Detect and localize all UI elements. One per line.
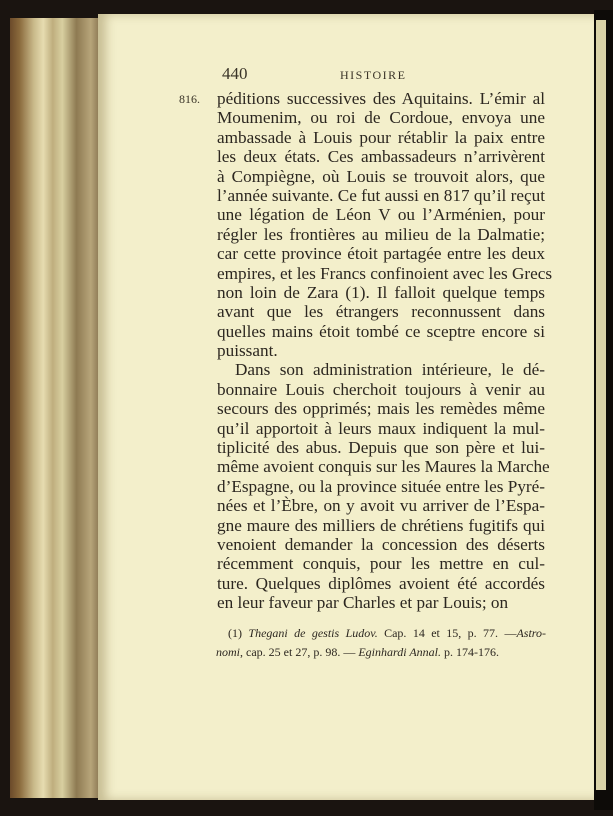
- citation-title: Thegani de gestis Ludov.: [248, 626, 378, 640]
- text-line: les deux états. Ces ambassadeurs n’arrivèrent: [217, 147, 545, 167]
- margin-year: 816.: [179, 92, 200, 106]
- text-line: gne maure des milliers de chrétiens fugitifs qui: [217, 515, 545, 535]
- text-line: péditions successives des Aquitains. L’émir al: [217, 89, 545, 108]
- book-page-edges: [10, 18, 105, 798]
- text-line: Moumenim, ou roi de Cordoue, envoya une: [217, 108, 545, 128]
- text-line: même avoient conquis sur les Maures la Marche: [217, 457, 550, 477]
- text-line: régler les frontières au milieu de la Dalmatie;: [217, 224, 545, 244]
- text-line: secours des opprimés; mais les remèdes même: [217, 399, 545, 419]
- text-line: avant que les étrangers reconnussent dans: [217, 302, 545, 322]
- footnote: [216, 624, 546, 662]
- text-line: d’Espagne, ou la province située entre les Pyré-: [217, 476, 545, 496]
- text-line: une légation de Léon V ou l’Arménien, pour: [217, 205, 545, 225]
- facing-page-edge: [596, 20, 606, 790]
- text-line: venoient demander la concession des déserts: [217, 534, 545, 554]
- running-head: HISTOIRE: [340, 68, 407, 82]
- page-number: 440: [222, 64, 248, 83]
- citation-text: p. 174-176.: [440, 645, 499, 659]
- citation-title: Eginhardi Annal.: [358, 645, 441, 659]
- citation-title: Astro-: [516, 626, 547, 640]
- text-line: qu’il apportoit à leurs maux indiquent la mul-: [217, 418, 545, 438]
- citation-title: nomi: [216, 645, 240, 659]
- citation-text: Cap. 14 et 15, p. 77. —: [377, 626, 517, 640]
- text-line: en leur faveur par Charles et par Louis; on: [217, 593, 509, 613]
- footnote-marker: (1): [228, 626, 242, 640]
- text-line: bonnaire Louis cherchoit toujours à venir au: [217, 379, 545, 399]
- text-line: ture. Quelques diplômes avoient été accordés: [217, 573, 545, 593]
- text-line: quelles mains étoit tombé ce sceptre encore si: [217, 321, 545, 341]
- citation-text: , cap. 25 et 27, p. 98. —: [240, 645, 356, 659]
- text-line: car cette province étoit partagée entre les deux: [217, 244, 545, 264]
- text-line: nées et l’Èbre, on y avoit vu arriver de l’Espa-: [217, 496, 545, 516]
- text-line: à Compiègne, où Louis se trouvoit alors, que: [217, 166, 545, 186]
- text-line: ambassade à Louis pour rétablir la paix entre: [217, 127, 545, 147]
- footnote-line: [216, 624, 546, 643]
- text-line: l’année suivante. Ce fut aussi en 817 qu’il reçut: [217, 185, 545, 205]
- body-text: [217, 89, 553, 613]
- text-line: tiplicité des abus. Depuis que son père et lui-: [217, 438, 545, 458]
- text-line: Dans son administration intérieure, le dé-: [235, 360, 545, 380]
- text-line: puissant.: [217, 341, 278, 361]
- text-line: récemment conquis, pour les mettre en cul-: [217, 554, 545, 574]
- text-line: non loin de Zara (1). Il falloit quelque temps: [217, 282, 545, 302]
- footnote-line: [216, 643, 546, 662]
- text-line: empires, et les Francs confinoient avec les Grecs: [217, 263, 553, 283]
